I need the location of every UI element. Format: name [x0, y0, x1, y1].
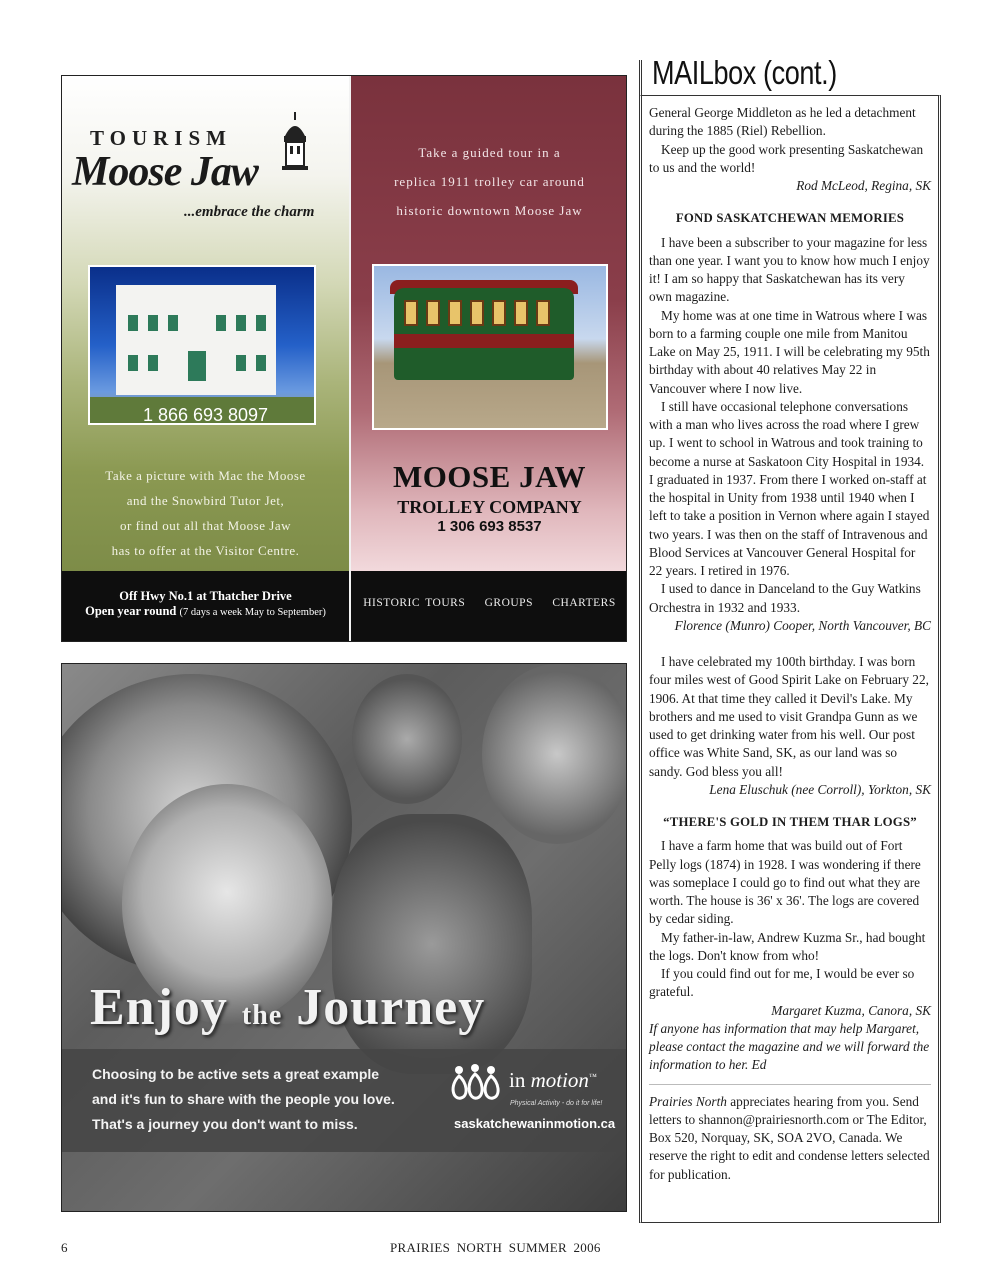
in-motion-logo-word: [509, 1068, 597, 1093]
tourism-blurb-line: has to offer at the Visitor Centre.: [111, 543, 300, 558]
headline-word: Enjoy: [90, 979, 228, 1036]
letter-paragraph: I have a farm home that was build out of Fort Pelly logs (1874) in 1928. I was wondering if there was someplace I could go to find out what they are worth. The house is 36' x 36'. The logs are covered by cedar siding.: [649, 838, 921, 927]
in-motion-logo-icon: [445, 1062, 505, 1104]
trolley-service-item: CHARTERS: [552, 597, 616, 609]
trolley-service-item: GROUPS: [484, 597, 533, 609]
trolley-window: [448, 300, 462, 326]
city-hall-dome-icon: [282, 112, 308, 172]
logo-trademark: ™: [588, 1072, 597, 1081]
building-door: [188, 351, 206, 381]
tourism-tagline: ...embrace the charm: [184, 204, 315, 220]
logo-in: in: [509, 1068, 526, 1092]
trolley-brand: MOOSE JAW: [392, 459, 587, 494]
letter-heading: “THERE'S GOLD IN THEM THAR LOGS”: [663, 815, 917, 829]
tourism-blurb-line: Take a picture with Mac the Moose: [105, 468, 306, 483]
trolley-services: [351, 597, 627, 609]
trolley-blurb-line: Take a guided tour in a: [418, 145, 561, 160]
tourism-logo-script: Moose Jaw: [72, 149, 258, 195]
tourism-blurb: [62, 463, 349, 563]
letter-signature: Margaret Kuzma, Canora, SK: [771, 1002, 931, 1018]
logo-motion: motion: [530, 1068, 589, 1092]
copy-line: Choosing to be active sets a great example: [92, 1066, 380, 1082]
trolley-window: [426, 300, 440, 326]
trolley-blurb-line: replica 1911 trolley car around: [394, 174, 585, 189]
trolley-window: [470, 300, 484, 326]
editor-note: If anyone has information that may help Margaret, please contact the magazine and we will forward the information to her. Ed: [649, 1020, 930, 1073]
letter-paragraph: If you could find out for me, I would be ever so grateful.: [649, 966, 915, 1000]
building-window: [236, 315, 246, 331]
letter-signature: Rod McLeod, Regina, SK: [796, 178, 931, 193]
adult-rider-photo: [352, 674, 462, 804]
trolley-window: [514, 300, 528, 326]
in-motion-headline: [90, 978, 485, 1037]
closing-divider: [649, 1084, 931, 1085]
letter-heading: FOND SASKATCHEWAN MEMORIES: [675, 211, 905, 226]
trolley-blurb: [351, 138, 627, 225]
magazine-name: Prairies North: [649, 1093, 727, 1109]
tourism-hours-main: Open year round: [85, 604, 177, 618]
building-window: [256, 315, 266, 331]
letter-paragraph: I still have occasional telephone conversations with a man who lives across the road where I grew up. I went to school in Watrous and took training to become a nurse at Saskatoon City Hospital in 1934. I graduated in 1937. From there I worked on-staff at the hospital in Unity from 1938 until 1940 when I left to take a position in Vernon where again I stayed two years. I was then on the staff of Intravenous and Blood Services at Vancouver General Hospital for 22 years. I retired in 1976.: [649, 398, 930, 578]
letter-paragraph: General George Middleton as he led a detachment during the 1885 (Riel) Rebellion.: [649, 105, 916, 139]
letter-paragraph: Keep up the good work presenting Saskatchewan to us and the world!: [649, 141, 924, 175]
in-motion-logo-subtitle: Physical Activity - do it for life!: [510, 1100, 603, 1107]
tourism-location: Off Hwy No.1 at Thatcher Drive: [119, 589, 292, 603]
mailbox-title-rule: [639, 60, 642, 96]
building-window: [256, 355, 266, 371]
copy-line: and it's fun to share with the people you love.: [92, 1091, 395, 1107]
letter-signature: Florence (Munro) Cooper, North Vancouver, BC: [674, 617, 931, 633]
trolley-band: [394, 334, 574, 348]
closing-text: appreciates hearing from you. Send letters to shannon@prairiesnorth.com or The Editor, Box 520, Norquay, SK, SOA 2VO, Canada. We reserve the right to edit and condense letters selected for publication.: [649, 1093, 930, 1182]
tourism-blurb-line: and the Snowbird Tutor Jet,: [126, 493, 285, 508]
letter-paragraph: My father-in-law, Andrew Kuzma Sr., had bought the logs. Don't know from who!: [649, 929, 926, 963]
letter-paragraph: I have celebrated my 100th birthday. I was born four miles west of Good Spirit Lake on February 22, 1906. At that time they called it Devil's Lake. My brothers and me used to visit Grandpa Gunn as we used to get drinking water from his well. Our post office was White Sand, SK, as our land was so sandy. God bless you all!: [649, 654, 929, 779]
tourism-moose-jaw-ad: [61, 75, 627, 642]
closing-paragraph: [649, 1093, 931, 1184]
building-window: [148, 355, 158, 371]
visitor-centre-photo: [88, 265, 316, 425]
page-number: 6: [61, 1240, 68, 1255]
running-footer: PRAIRIES NORTH SUMMER 2006: [390, 1240, 601, 1255]
tourism-hours-detail: (7 days a week May to September): [179, 607, 326, 618]
in-motion-copy: [92, 1062, 395, 1137]
trolley-window: [492, 300, 506, 326]
trolley-service-item: HISTORIC TOURS: [363, 597, 466, 609]
building-window: [216, 315, 226, 331]
tourism-logo-word: TOURISM: [90, 126, 232, 150]
building-shape: [116, 285, 276, 395]
tourism-phone: 1 866 693 8097: [142, 405, 269, 425]
letter-paragraph: I have been a subscriber to your magazine for less than one year. I want you to know how much I enjoy it! I am so happy that Saskatchewan has its very own magazine.: [649, 234, 930, 305]
in-motion-url: saskatchewaninmotion.ca: [454, 1116, 616, 1131]
building-window: [128, 355, 138, 371]
mailbox-letters: [649, 104, 931, 1184]
trolley-window: [536, 300, 550, 326]
letter-paragraph: My home was at one time in Watrous where I was born to a farming couple one mile from Manitou Lake on May 25, 1911. I will be celebrating my 95th birthday with about 40 relatives May 22 in Vancouver where I now live.: [649, 307, 930, 396]
letter-spacer: [649, 635, 931, 653]
headline-word: Journey: [296, 979, 486, 1036]
trolley-blurb-line: historic downtown Moose Jaw: [396, 203, 583, 218]
trolley-phone: 1 306 693 8537: [437, 518, 542, 535]
building-window: [168, 315, 178, 331]
tourism-hours: [62, 604, 349, 619]
copy-line: That's a journey you don't want to miss.: [92, 1116, 358, 1132]
mailbox-title: MAILbox (cont.): [652, 54, 837, 91]
building-window: [128, 315, 138, 331]
grandfather-rider-photo: [482, 664, 627, 844]
trolley-photo: [372, 264, 608, 430]
trolley-window: [404, 300, 418, 326]
in-motion-ad: [61, 663, 627, 1212]
headline-word: the: [241, 1000, 283, 1031]
tourism-blurb-line: or find out all that Moose Jaw: [120, 518, 291, 533]
letter-paragraph: I used to dance in Danceland to the Guy Watkins Orchestra in 1932 and 1933.: [649, 581, 921, 615]
building-window: [236, 355, 246, 371]
letter-signature: Lena Eluschuk (nee Corroll), Yorkton, SK: [709, 781, 931, 797]
building-window: [148, 315, 158, 331]
trolley-brand-sub: TROLLEY COMPANY: [397, 497, 582, 517]
